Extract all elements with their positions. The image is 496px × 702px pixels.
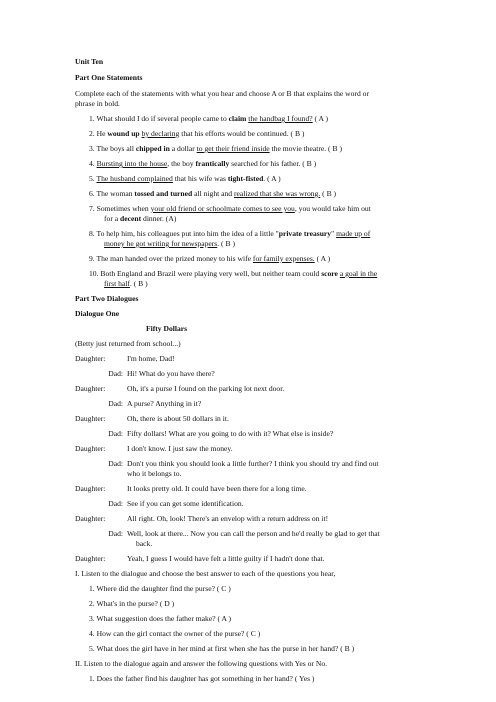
- underlined-phrase: your old friend or schoolmate comes to see you: [150, 204, 295, 213]
- bold-phrase: frantically: [195, 159, 230, 168]
- question-item: 2. What's in the purse? ( D ): [89, 599, 175, 608]
- statement-continuation: for a decent dinner. (A): [104, 214, 177, 223]
- question-item: 3. What suggestion does the father make? ( A ): [89, 614, 231, 623]
- unit-title: Unit Ten: [75, 57, 104, 66]
- underlined-phrase: first half: [104, 279, 130, 288]
- dialogue-continuation: who it belongs to.: [127, 469, 182, 478]
- question-item: 4. How can the girl contact the owner of the purse? ( C ): [89, 629, 261, 638]
- statement-item: 3. The boys all chipped in a dollar to get their friend inside the movie theatre. ( B ): [89, 144, 342, 153]
- dialogue-line: Daughter: All right. Oh, look! There's an envelop with a return address on it!: [75, 514, 329, 523]
- dialogue-line: Dad: A purse? Anything in it?: [100, 399, 201, 409]
- exercise-instruction: I. Listen to the dialogue and choose the best answer to each of the questions you hear,: [75, 569, 336, 578]
- speaker-label: Daughter:: [75, 484, 106, 493]
- statement-continuation: money he got writing for newspapers. ( B ): [104, 239, 235, 248]
- underlined-phrase: realized that she was wrong.: [234, 189, 321, 198]
- dialogue-context: (Betty just returned from school...): [75, 339, 181, 348]
- instruction-line: Complete each of the statements with what you hear and choose A or B that explains the word or: [75, 89, 369, 98]
- dialogue-heading: Dialogue One: [75, 309, 120, 318]
- dialogue-line: Dad: Don't you think you should look a little further? I think you should try and find out: [100, 459, 379, 469]
- statement-item: 2. He wound up by declaring that his efforts would be continued. ( B ): [89, 129, 305, 138]
- underlined-phrase: by declaring: [141, 129, 180, 138]
- statement-item: 1. What should I do if several people came to claim the handbag I found? ( A ): [89, 114, 329, 123]
- underlined-phrase: for family expenses.: [252, 254, 315, 263]
- statement-item: 4. Bursting into the house, the boy frantically searched for his father. ( B ): [89, 159, 317, 168]
- question-item: 5. What does the girl have in her mind at first when she has the purse in her hand? ( B ): [89, 644, 355, 653]
- speaker-label: Dad:: [108, 429, 123, 438]
- bold-phrase: score: [321, 269, 338, 278]
- instruction-line: phrase in bold.: [75, 99, 120, 108]
- speaker-label: Dad:: [108, 399, 123, 408]
- speaker-label: Dad:: [108, 369, 123, 378]
- bold-phrase: tight-fisted: [227, 174, 264, 183]
- exercise-instruction: II. Listen to the dialogue again and answer the following questions with Yes or No.: [75, 659, 328, 668]
- part-two-heading: Part Two Dialogues: [75, 294, 139, 303]
- statement-continuation: first half. ( B ): [104, 279, 148, 288]
- speaker-label: Dad:: [108, 529, 123, 538]
- dialogue-continuation: back.: [136, 539, 153, 548]
- dialogue-line: Daughter: It looks pretty old. It could have been there for a long time.: [75, 484, 307, 493]
- dialogue-line: Dad: Fifty dollars! What are you going to do with it? What else is inside?: [100, 429, 333, 439]
- underlined-phrase: to get their friend inside: [196, 144, 270, 153]
- dialogue-line: Daughter: I'm home, Dad!: [75, 354, 175, 363]
- bold-phrase: claim: [228, 114, 247, 123]
- underlined-phrase: money he got writing for newspapers: [104, 239, 218, 248]
- bold-phrase: wound up: [107, 129, 140, 138]
- bold-phrase: tossed and turned: [134, 189, 193, 198]
- dialogue-line: Daughter: Oh, there is about 50 dollars in it.: [75, 414, 229, 423]
- bold-phrase: decent: [120, 214, 142, 223]
- statement-item: 6. The woman tossed and turned all night and realized that she was wrong. ( B ): [89, 189, 337, 198]
- dialogue-title: Fifty Dollars: [146, 324, 188, 333]
- dialogue-line: Dad: See if you can get some identification.: [100, 499, 244, 509]
- dialogue-line: Daughter: I don't know. I just saw the money.: [75, 444, 233, 453]
- question-item: 1. Where did the daughter find the purse? ( C ): [89, 584, 231, 593]
- dialogue-line: Daughter: Yeah, I guess I would have felt a little guilty if I hadn't done that.: [75, 554, 325, 563]
- speaker-label: Daughter:: [75, 384, 106, 393]
- dialogue-line: Dad: Well, look at there... Now you can call the person and he'd really be glad to get that: [100, 529, 380, 539]
- part-one-heading: Part One Statements: [75, 73, 143, 82]
- bold-phrase: chipped in: [135, 144, 170, 153]
- question-item: 1. Does the father find his daughter has got something in her hand? ( Yes ): [89, 674, 315, 683]
- underlined-phrase: The husband complained: [96, 174, 173, 183]
- statement-item: 8. To help him, his colleagues put into him the idea of a little "private treasury" made up of: [89, 229, 371, 238]
- underlined-phrase: Bursting into the house: [96, 159, 168, 168]
- statement-item: 7. Sometimes when your old friend or schoolmate comes to see you, you would take him out: [89, 204, 371, 213]
- speaker-label: Dad:: [108, 459, 123, 468]
- bold-phrase: private treasury: [278, 229, 332, 238]
- speaker-label: Daughter:: [75, 354, 106, 363]
- speaker-label: Daughter:: [75, 554, 106, 563]
- speaker-label: Daughter:: [75, 514, 106, 523]
- dialogue-line: Daughter: Oh, it's a purse I found on the parking lot next door.: [75, 384, 285, 393]
- statement-item: 10. Both England and Brazil were playing very well, but neither team could score a goal in the: [89, 269, 378, 278]
- statement-item: 9. The man handed over the prized money to his wife for family expenses. ( A ): [89, 254, 331, 263]
- speaker-label: Dad:: [108, 499, 123, 508]
- dialogue-line: Dad: Hi! What do you have there?: [100, 369, 215, 379]
- underlined-phrase: the handbag I found?: [248, 114, 313, 123]
- statement-item: 5. The husband complained that his wife was tight-fisted. ( A ): [89, 174, 281, 183]
- speaker-label: Daughter:: [75, 444, 106, 453]
- underlined-phrase: made up of: [336, 229, 371, 238]
- speaker-label: Daughter:: [75, 414, 106, 423]
- underlined-phrase: a goal in the: [339, 269, 378, 278]
